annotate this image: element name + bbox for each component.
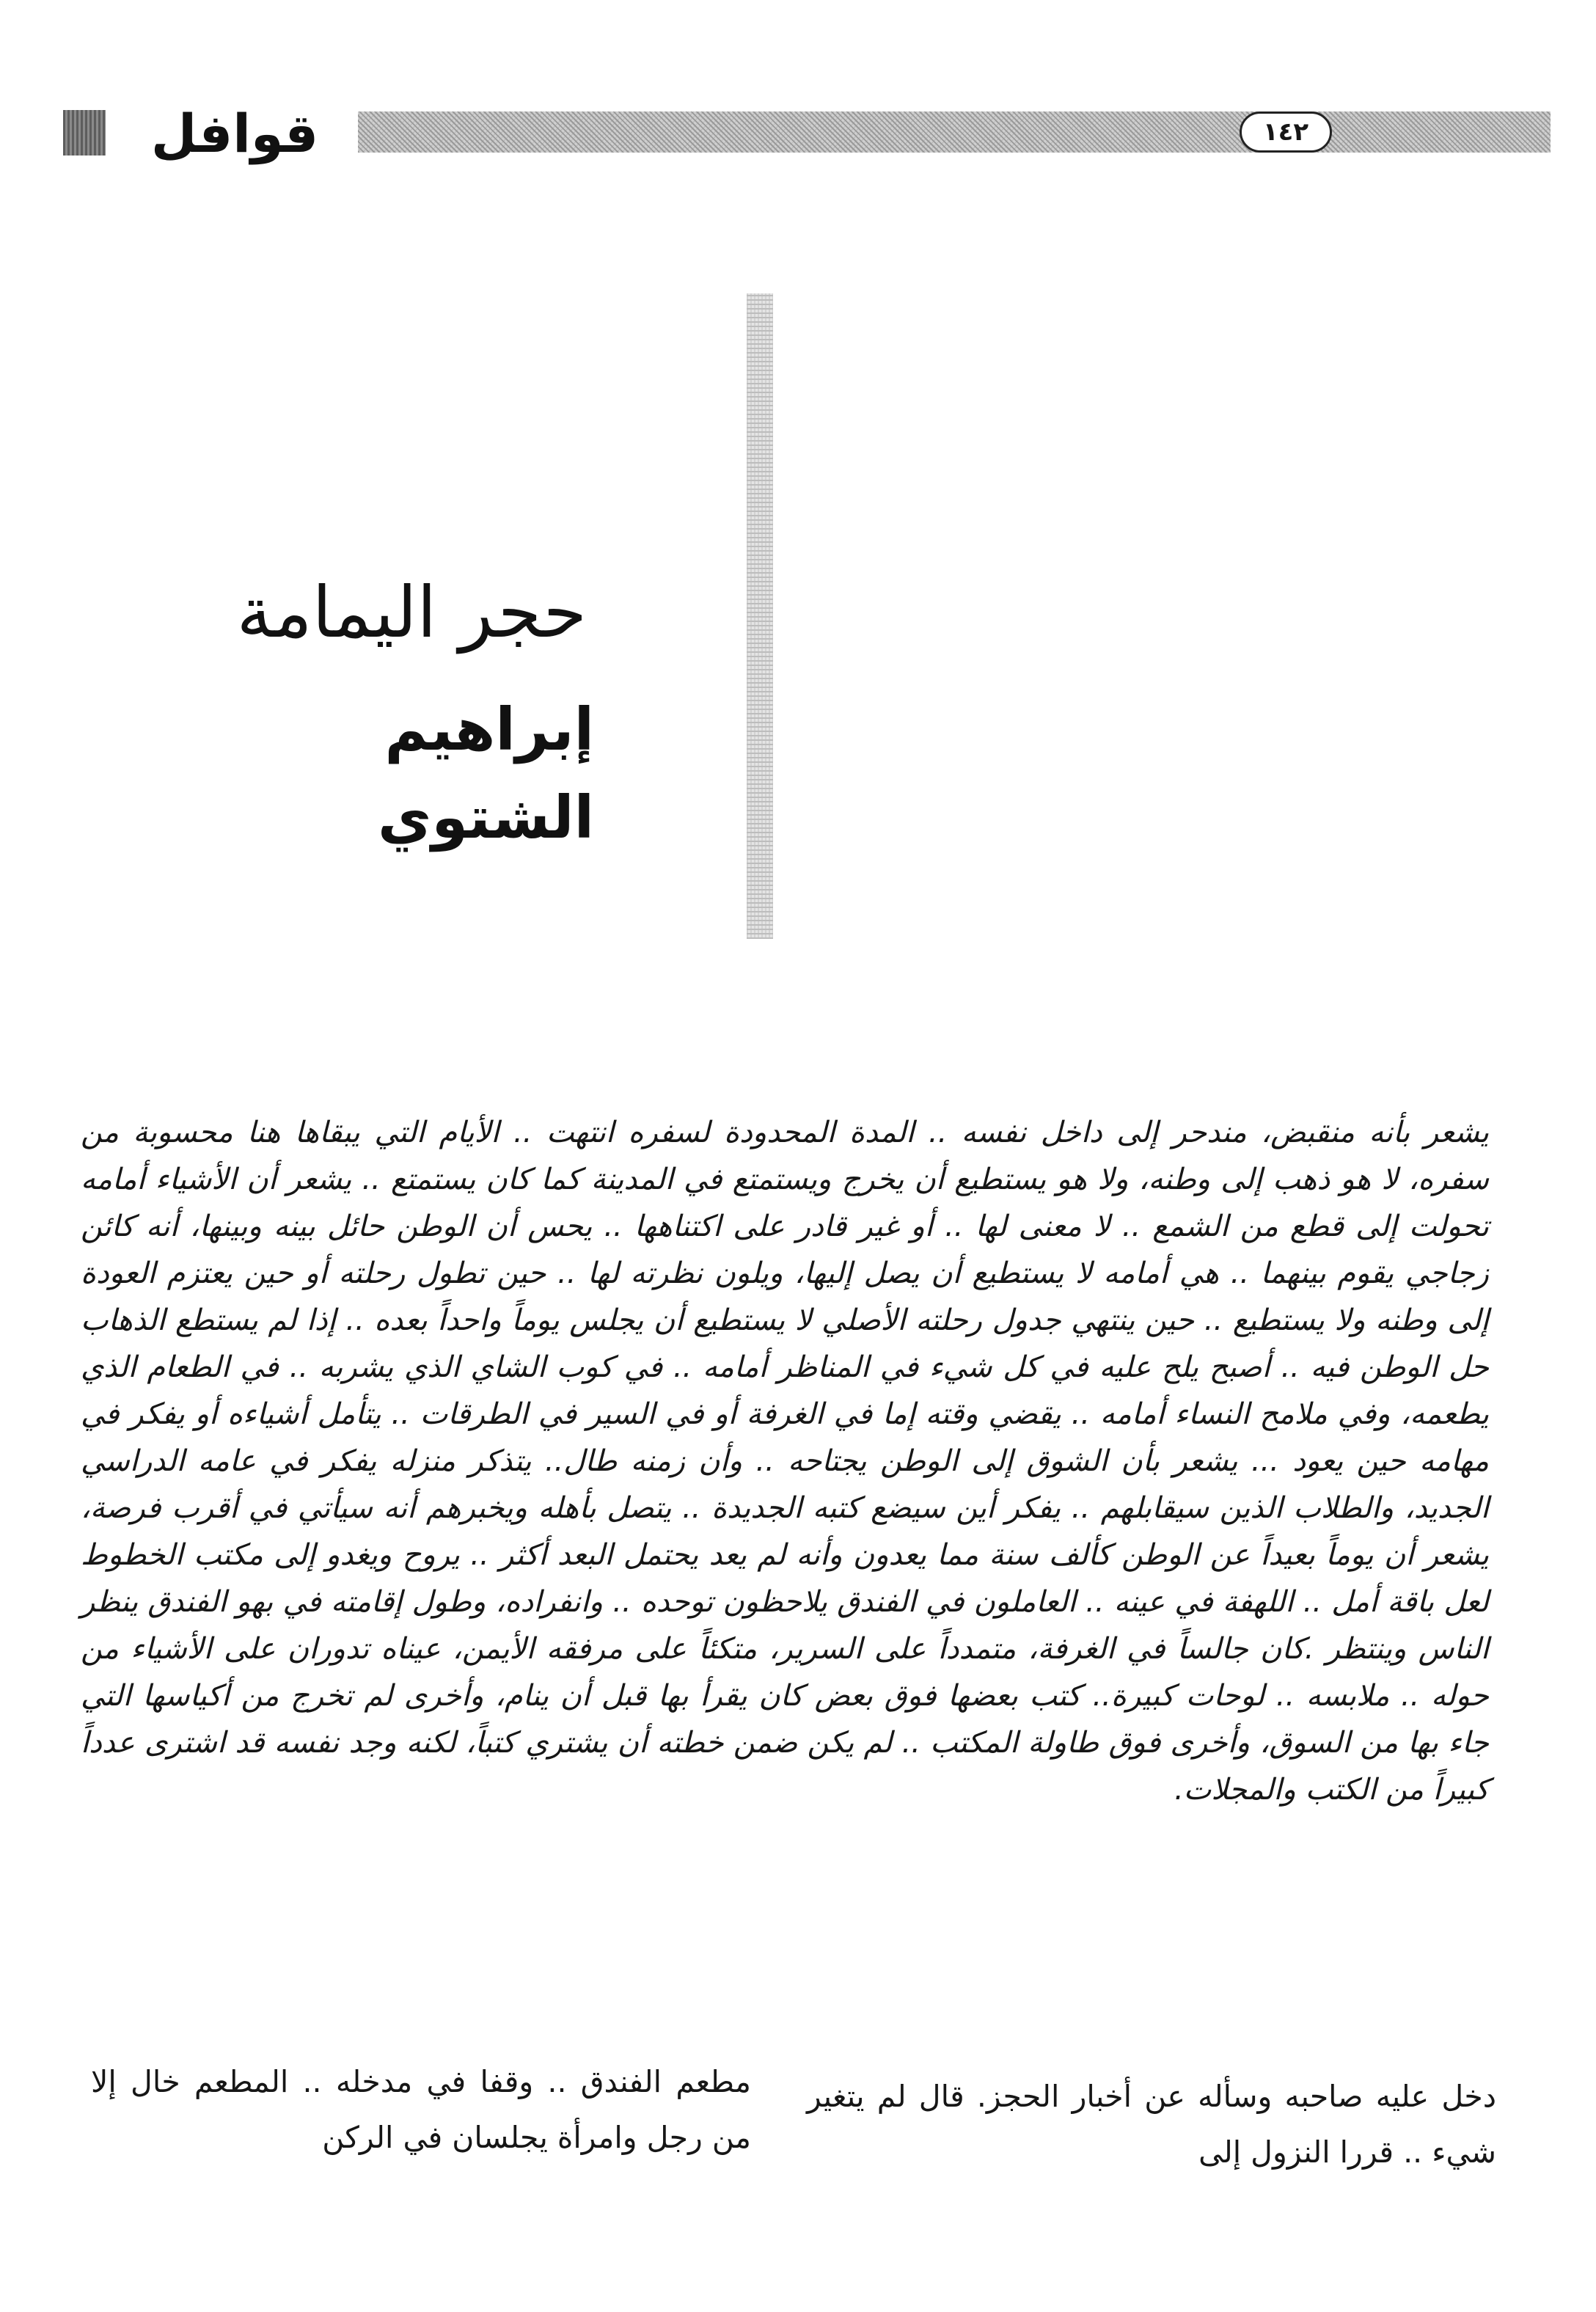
column-left-text: مطعم الفندق .. وقفا في مدخله .. المطعم خال إلا من رجل وامرأة يجلسان في الركن (91, 2064, 751, 2155)
decorative-vertical-strip (747, 293, 773, 939)
header-pattern-bar (358, 111, 1551, 153)
story-title: حجر اليمامة (236, 571, 587, 654)
header-decorative-block (63, 110, 106, 156)
story-author: إبراهيم الشتوي (378, 695, 594, 852)
magazine-title: قوافل (150, 103, 319, 164)
body-paragraph: يشعر بأنه منقبض، مندحر إلى داخل نفسه .. المدة المحدودة لسفره انتهت .. الأيام التي يبقاها هنا محسوبة من سفره، لا هو ذهب إلى وطنه، ولا هو يستطيع أن يخرج ويستمتع في المدينة كما كان يستمتع .. يشعر أن الأشياء أمامه تحولت إلى قطع من الشمع .. لا معنى لها .. أو غير قادر على اكتناهها .. يحس أن الوطن حائل بينه وبينها، أنه كائن زجاجي يقوم بينهما .. هي أمامه لا يستطيع أن يصل إليها، ويلون نظرته لها .. حين تطول رحلته أو حين يعتزم العودة إلى وطنه ولا يستطيع .. حين ينتهي جدول رحلته الأصلي لا يستطيع أن يجلس يوماً واحداً بعده .. إذا لم يستطع الذهاب حل الوطن فيه .. أصبح يلح عليه في كل شيء في المناظر أمامه .. في كوب الشاي الذي يشربه .. في الطعام الذي يطعمه، وفي ملامح النساء أمامه .. يقضي وقته إما في الغرفة أو في السير في الطرقات .. يتأمل أشياءه أو يفكر في مهامه حين يعود ... يشعر بأن الشوق إلى الوطن يجتاحه .. وأن زمنه طال.. يتذكر منزله يفكر في عامه الدراسي الجديد، والطلاب الذين سيقابلهم .. يفكر أين سيضع كتبه الجديدة .. يتصل بأهله ويخبرهم أنه سيأتي في أقرب فرصة، يشعر أن يوماً بعيداً عن الوطن كألف سنة مما يعدون وأنه لم يعد يحتمل البعد أكثر .. يروح ويغدو إلى مكتب الخطوط لعل باقة أمل .. اللهفة في عينه .. العاملون في الفندق يلاحظون توحده .. وانفراده، وطول إقامته في بهو الفندق ينظر الناس وينتظر .كان جالساً في الغرفة، متمدداً على السرير، متكئاً على مرفقه الأيمن، عيناه تدوران على الأشياء من حوله .. ملابسه .. لوحات كبيرة.. كتب بعضها فوق بعض كان يقرأ بها قبل أن ينام، وأخرى لم تخرج من أكياسها التي جاء بها من السوق، وأخرى فوق طاولة المكتب .. لم يكن ضمن خطته أن يشتري كتباً، لكنه وجد نفسه قد اشترى عدداً كبيراً من الكتب والمجلات. (81, 1116, 1490, 1807)
column-right-text: دخل عليه صاحبه وسأله عن أخبار الحجز. قال لم يتغير شيء .. قررا النزول إلى (807, 2079, 1496, 2170)
page-number-badge: ١٤٢ (1240, 111, 1332, 153)
